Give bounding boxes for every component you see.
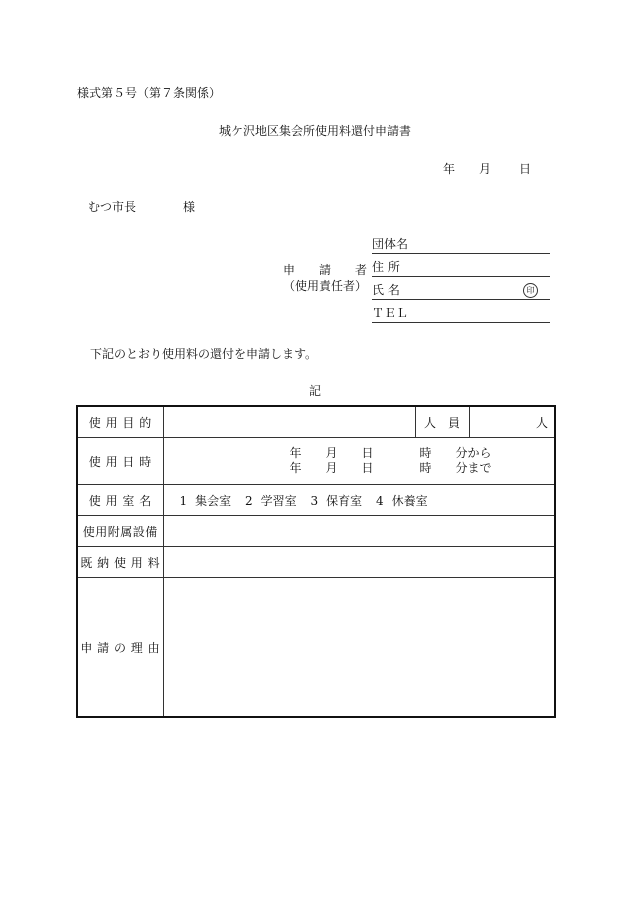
seal-icon: 印: [523, 283, 538, 298]
equipment-row: [77, 516, 555, 547]
datetime-to: [164, 461, 555, 476]
reason-row: [77, 578, 555, 718]
paid-fee-label: 既 納 使 用 料: [77, 547, 163, 578]
name-field[interactable]: [372, 283, 550, 300]
to-month: 月: [325, 461, 338, 475]
room-1-name[interactable]: 集会室: [195, 493, 232, 508]
date-year: 年: [443, 162, 456, 176]
equipment-label: 使用附属設備: [77, 516, 163, 547]
group-name-field[interactable]: [372, 237, 550, 254]
name-label: 氏 名: [372, 283, 400, 297]
address-field[interactable]: [372, 260, 550, 277]
page-title: 城ケ沢地区集会所使用料還付申請書: [218, 124, 411, 138]
to-minute: 分まで: [455, 461, 492, 475]
room-4-name[interactable]: 休養室: [391, 493, 428, 508]
intro-text: 下記のとおり使用料の還付を申請します。: [90, 347, 318, 361]
room-options[interactable]: [163, 485, 555, 516]
group-name-label: 団体名: [372, 237, 409, 251]
datetime-input[interactable]: [163, 438, 555, 485]
room-3-name[interactable]: 保育室: [326, 493, 363, 508]
attendees-unit: 人: [535, 415, 548, 430]
from-year: 年: [289, 446, 302, 460]
from-hour: 時: [419, 446, 432, 460]
application-table: [76, 405, 556, 718]
attendees-label: 人 員: [415, 406, 469, 438]
to-day: 日: [361, 461, 374, 475]
room-2-name[interactable]: 学習室: [260, 493, 297, 508]
reason-label: 申 請 の 理 由: [77, 578, 163, 718]
applicant-label-line1: 申 請 者: [283, 263, 368, 277]
purpose-label: 使 用 目 的: [77, 406, 163, 438]
form-number: 様式第５号（第７条関係）: [77, 86, 222, 100]
attendees-input[interactable]: [469, 406, 555, 438]
honorific: 様: [183, 200, 196, 214]
paid-fee-input[interactable]: [163, 547, 555, 578]
room-row: [77, 485, 555, 516]
applicant-label: [283, 262, 367, 294]
purpose-input[interactable]: [163, 406, 415, 438]
room-3-number: 3: [310, 493, 319, 508]
to-year: 年: [289, 461, 302, 475]
address-label: 住 所: [372, 260, 400, 274]
date-line: [443, 160, 531, 177]
applicant-label-line2: （使用責任者）: [283, 279, 368, 293]
purpose-row: [77, 406, 555, 438]
paid-fee-row: [77, 547, 555, 578]
addressee: むつ市長: [88, 200, 137, 214]
datetime-from: [164, 446, 555, 461]
date-day: 日: [519, 162, 532, 176]
equipment-input[interactable]: [163, 516, 555, 547]
tel-label: ＴＥＬ: [372, 306, 409, 320]
room-label: 使 用 室 名: [77, 485, 163, 516]
ki-heading: 記: [308, 384, 321, 398]
from-month: 月: [325, 446, 338, 460]
datetime-row: [77, 438, 555, 485]
date-month: 月: [479, 162, 492, 176]
reason-input[interactable]: [163, 578, 555, 718]
room-1-number: 1: [179, 493, 188, 508]
room-2-number: 2: [244, 493, 253, 508]
datetime-label: 使 用 日 時: [77, 438, 163, 485]
room-4-number: 4: [375, 493, 384, 508]
tel-field[interactable]: [372, 306, 550, 323]
from-day: 日: [361, 446, 374, 460]
to-hour: 時: [419, 461, 432, 475]
from-minute: 分から: [455, 446, 492, 460]
